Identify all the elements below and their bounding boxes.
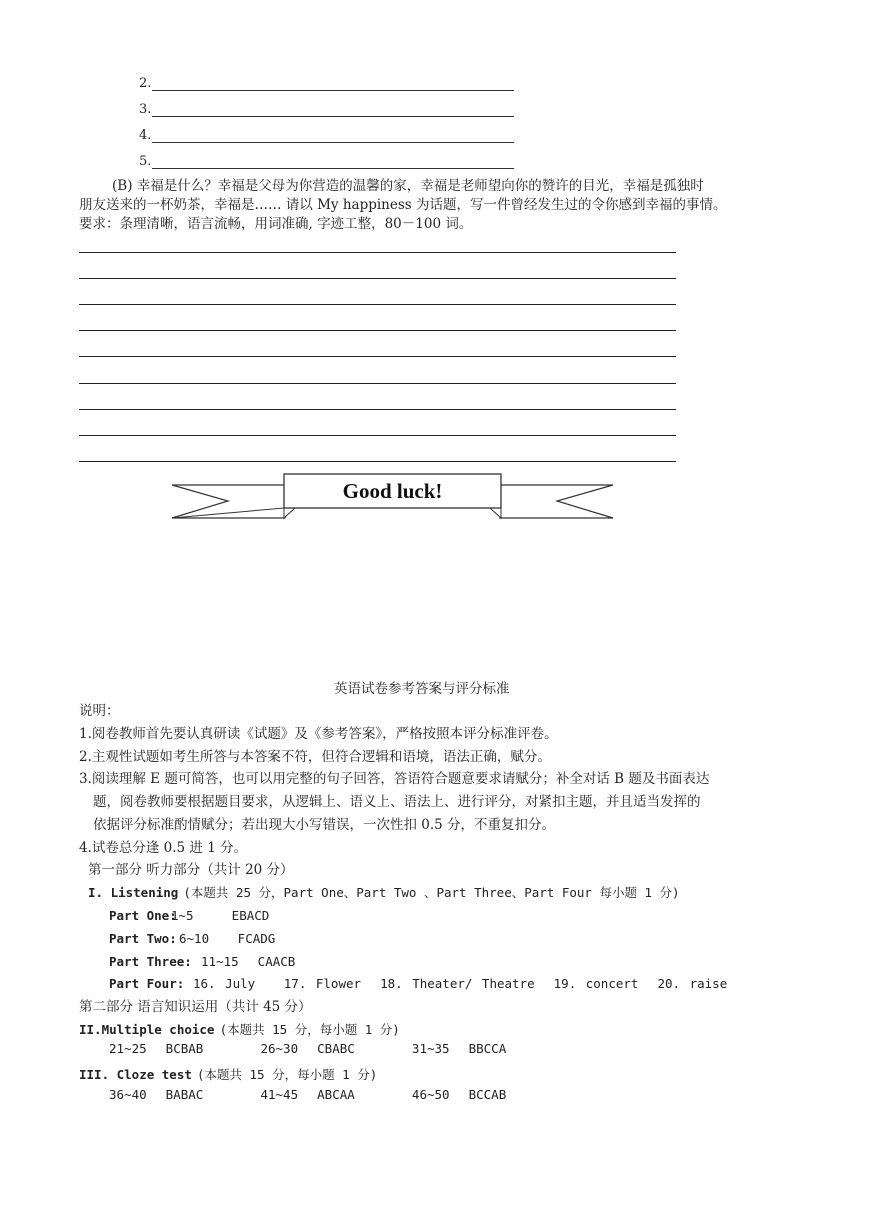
blank-underline xyxy=(152,168,514,169)
cloze-answers: 36~40 BABAC 41~45 ABCAA 46~50 BCCAB xyxy=(109,1087,507,1102)
section-desc: (本题共 15 分，每小题 1 分) xyxy=(196,1067,378,1082)
line-number: 5. xyxy=(139,154,152,169)
row-label: Part One: xyxy=(109,908,177,923)
listening-row xyxy=(109,928,275,947)
note-4: 4.试卷总分逢 0.5 进 1 分。 xyxy=(79,840,248,856)
writing-line xyxy=(79,330,676,331)
writing-line xyxy=(79,356,676,357)
row-label: Part Two: xyxy=(109,931,177,946)
section-label: III. Cloze test xyxy=(79,1067,192,1082)
row-value: 16. July 17. Flower 18. Theater/ Theatre 19. concert 20. raise xyxy=(193,976,728,991)
row-label: Part Three: xyxy=(109,954,192,969)
note-3-cont-1: 题，阅卷教师要根据题目要求，从逻辑上、语义上、语法上、进行评分，对紧扣主题，并且适当发挥的 xyxy=(93,794,701,810)
good-luck-text: Good luck! xyxy=(342,478,443,503)
listening-heading xyxy=(88,882,680,901)
section-label: II.Multiple choice xyxy=(79,1022,215,1037)
multiple-choice-answers: 21~25 BCBAB 26~30 CBABC 31~35 BBCCA xyxy=(109,1041,507,1056)
note-2: 2.主观性试题如考生所答与本答案不符，但符合逻辑和语境，语法正确，赋分。 xyxy=(79,749,551,765)
blank-underline xyxy=(152,142,514,143)
note-1: 1.阅卷教师首先要认真研读《试题》及《参考答案》，严格按照本评分标准评卷。 xyxy=(79,726,558,742)
part1-heading: 第一部分 听力部分（共计 20 分） xyxy=(88,862,294,878)
section-desc: (本题共 25 分，Part One、Part Two 、Part Three、Part Four 每小题 1 分) xyxy=(183,885,680,900)
notes-label: 说明： xyxy=(79,703,120,719)
writing-line xyxy=(79,278,676,279)
line-number: 4. xyxy=(139,128,152,143)
prompt-line-1: (B) 幸福是什么？幸福是父母为你营造的温馨的家，幸福是老师望向你的赞许的目光，幸福是孤独时 xyxy=(112,178,704,194)
cloze-heading xyxy=(79,1064,377,1083)
answer-key-title: 英语试卷参考答案与评分标准 xyxy=(334,681,510,697)
note-3: 3.阅读理解 E 题可简答，也可以用完整的句子回答，答语符合题意要求请赋分；补全对话 B 题及书面表达 xyxy=(79,771,710,787)
writing-line xyxy=(79,409,676,410)
multiple-choice-heading xyxy=(79,1019,400,1038)
row-value: 11~15 CAACB xyxy=(201,954,296,969)
section-label: I. Listening xyxy=(88,885,179,900)
blank-underline xyxy=(152,90,514,91)
prompt-line-3: 要求：条理清晰，语言流畅，用词准确, 字迹工整，80－100 词。 xyxy=(79,216,473,232)
note-3-cont-2: 依据评分标准酌情赋分；若出现大小写错误，一次性扣 0.5 分，不重复扣分。 xyxy=(93,817,556,833)
blank-underline xyxy=(152,116,514,117)
writing-line xyxy=(79,304,676,305)
row-value: 1~5 EBACD xyxy=(171,908,270,923)
section-desc: (本题共 15 分，每小题 1 分) xyxy=(219,1022,400,1037)
listening-row xyxy=(109,951,295,970)
writing-line xyxy=(79,383,676,384)
writing-line xyxy=(79,252,676,253)
writing-line xyxy=(79,461,676,462)
prompt-line-2: 朋友送来的一杯奶茶，幸福是…… 请以 My happiness 为话题，写一件曾经发生过的令你感到幸福的事情。 xyxy=(79,197,727,213)
line-number: 3. xyxy=(139,102,152,117)
line-number: 2. xyxy=(139,76,152,91)
writing-line xyxy=(79,435,676,436)
part2-heading: 第二部分 语言知识运用（共计 45 分） xyxy=(79,999,312,1015)
row-value: 6~10 FCADG xyxy=(179,931,276,946)
listening-row xyxy=(109,905,269,924)
listening-row xyxy=(109,973,727,992)
row-label: Part Four: xyxy=(109,976,185,991)
